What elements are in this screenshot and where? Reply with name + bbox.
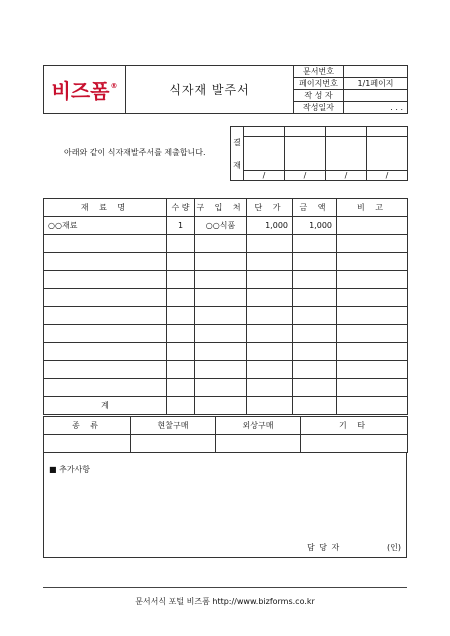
items-table (43, 198, 408, 415)
cell-material-name[interactable] (44, 343, 167, 361)
cell-amount[interactable] (293, 307, 337, 325)
cell-remarks[interactable] (337, 379, 408, 397)
header-remarks: 비 고 (337, 199, 408, 217)
cell-remarks[interactable] (337, 325, 408, 343)
cell-remarks[interactable] (337, 307, 408, 325)
cell-amount[interactable] (293, 253, 337, 271)
document-title: 식자재 발주서 (126, 66, 294, 114)
notes-label: ■ 추가사항 (49, 465, 91, 474)
total-unit-price[interactable] (247, 397, 293, 415)
cell-quantity[interactable] (167, 307, 195, 325)
total-quantity[interactable] (167, 397, 195, 415)
approval-title-2[interactable] (285, 127, 326, 137)
header-amount: 금 액 (293, 199, 337, 217)
cell-supplier[interactable] (195, 307, 247, 325)
category-table (43, 416, 408, 453)
cell-amount[interactable] (293, 343, 337, 361)
intro-text: 아래와 같이 식자재발주서를 제출합니다. (64, 148, 206, 157)
table-row (44, 271, 408, 289)
cell-amount[interactable] (293, 361, 337, 379)
footer-text: 문서서식 포털 비즈폼 http://www.bizforms.co.kr (135, 597, 315, 606)
header-supplier: 구 입 처 (195, 199, 247, 217)
cell-supplier[interactable] (195, 379, 247, 397)
header-quantity: 수 량 (167, 199, 195, 217)
total-row (44, 397, 408, 415)
cell-quantity[interactable] (167, 325, 195, 343)
cell-supplier[interactable]: ○○식품 (195, 217, 247, 235)
table-row (44, 289, 408, 307)
meta-label-doc-number: 문서번호 (294, 66, 344, 78)
cell-quantity[interactable] (167, 289, 195, 307)
cell-supplier[interactable] (195, 289, 247, 307)
cell-unit-price[interactable]: 1,000 (247, 217, 293, 235)
items-header-row (44, 199, 408, 217)
total-supplier[interactable] (195, 397, 247, 415)
cell-remarks[interactable] (337, 361, 408, 379)
category-value-type[interactable] (44, 435, 131, 453)
approval-title-1[interactable] (244, 127, 285, 137)
cell-material-name[interactable] (44, 235, 167, 253)
cell-quantity[interactable] (167, 253, 195, 271)
header-material-name: 재 료 명 (44, 199, 167, 217)
header-unit-price: 단 가 (247, 199, 293, 217)
cell-material-name[interactable] (44, 253, 167, 271)
cell-quantity[interactable]: 1 (167, 217, 195, 235)
cell-quantity[interactable] (167, 271, 195, 289)
cell-unit-price[interactable] (247, 253, 293, 271)
approval-sign-2[interactable] (285, 137, 326, 171)
table-row (44, 253, 408, 271)
approval-title-4[interactable] (367, 127, 408, 137)
cell-remarks[interactable] (337, 343, 408, 361)
cell-quantity[interactable] (167, 361, 195, 379)
cell-quantity[interactable] (167, 343, 195, 361)
table-row (44, 379, 408, 397)
meta-value-date[interactable]: . . . (344, 102, 408, 114)
cell-amount[interactable]: 1,000 (293, 217, 337, 235)
cell-supplier[interactable] (195, 325, 247, 343)
table-row (44, 361, 408, 379)
cell-amount[interactable] (293, 325, 337, 343)
approval-date-1[interactable]: / (244, 171, 285, 181)
cell-supplier[interactable] (195, 361, 247, 379)
approval-date-2[interactable]: / (285, 171, 326, 181)
bizforms-logo: 비즈폼® (51, 79, 118, 103)
table-row (44, 343, 408, 361)
cell-unit-price[interactable] (247, 235, 293, 253)
category-value-credit[interactable] (216, 435, 301, 453)
meta-value-doc-number[interactable] (344, 66, 408, 78)
category-value-other[interactable] (301, 435, 408, 453)
seal-label: (인) (387, 543, 401, 552)
category-header-credit: 외상구매 (216, 417, 301, 435)
category-header-cash: 현찰구매 (131, 417, 216, 435)
notes-box[interactable] (43, 452, 407, 558)
table-row (44, 325, 408, 343)
cell-material-name[interactable] (44, 307, 167, 325)
approval-date-3[interactable]: / (326, 171, 367, 181)
table-row (44, 217, 408, 235)
cell-quantity[interactable] (167, 379, 195, 397)
category-header-row (44, 417, 408, 435)
cell-unit-price[interactable] (247, 307, 293, 325)
approval-table (230, 126, 408, 181)
cell-material-name[interactable] (44, 271, 167, 289)
category-header-type: 종 류 (44, 417, 131, 435)
table-row (44, 307, 408, 325)
category-header-other: 기 타 (301, 417, 408, 435)
approval-title-3[interactable] (326, 127, 367, 137)
cell-supplier[interactable] (195, 343, 247, 361)
cell-material-name[interactable] (44, 289, 167, 307)
meta-label-page-number: 페이지번호 (294, 78, 344, 90)
meta-label-date: 작성일자 (294, 102, 344, 114)
logo-cell (44, 66, 126, 114)
table-row (44, 235, 408, 253)
manager-label: 담 당 자 (307, 543, 341, 552)
cell-remarks[interactable] (337, 289, 408, 307)
cell-unit-price[interactable] (247, 379, 293, 397)
cell-remarks[interactable] (337, 217, 408, 235)
total-label: 계 (44, 397, 167, 415)
category-value-cash[interactable] (131, 435, 216, 453)
meta-value-page-number[interactable]: 1/1페이지 (344, 78, 408, 90)
approval-sign-3[interactable] (326, 137, 367, 171)
cell-material-name[interactable] (44, 361, 167, 379)
cell-material-name[interactable]: ○○재료 (44, 217, 167, 235)
cell-quantity[interactable] (167, 235, 195, 253)
cell-remarks[interactable] (337, 253, 408, 271)
approval-date-4[interactable]: / (367, 171, 408, 181)
header-table (43, 65, 408, 114)
cell-supplier[interactable] (195, 253, 247, 271)
cell-remarks[interactable] (337, 235, 408, 253)
meta-value-author[interactable] (344, 90, 408, 102)
cell-material-name[interactable] (44, 379, 167, 397)
total-amount[interactable] (293, 397, 337, 415)
cell-unit-price[interactable] (247, 325, 293, 343)
cell-unit-price[interactable] (247, 289, 293, 307)
cell-supplier[interactable] (195, 235, 247, 253)
cell-unit-price[interactable] (247, 361, 293, 379)
cell-material-name[interactable] (44, 325, 167, 343)
cell-remarks[interactable] (337, 271, 408, 289)
approval-sign-4[interactable] (367, 137, 408, 171)
approval-label: 결 재 (231, 127, 244, 181)
approval-sign-1[interactable] (244, 137, 285, 171)
total-remarks[interactable] (337, 397, 408, 415)
category-value-row (44, 435, 408, 453)
cell-amount[interactable] (293, 235, 337, 253)
cell-amount[interactable] (293, 379, 337, 397)
cell-supplier[interactable] (195, 271, 247, 289)
cell-unit-price[interactable] (247, 343, 293, 361)
cell-amount[interactable] (293, 271, 337, 289)
cell-unit-price[interactable] (247, 271, 293, 289)
footer-divider (43, 587, 407, 588)
cell-amount[interactable] (293, 289, 337, 307)
meta-label-author: 작 성 자 (294, 90, 344, 102)
